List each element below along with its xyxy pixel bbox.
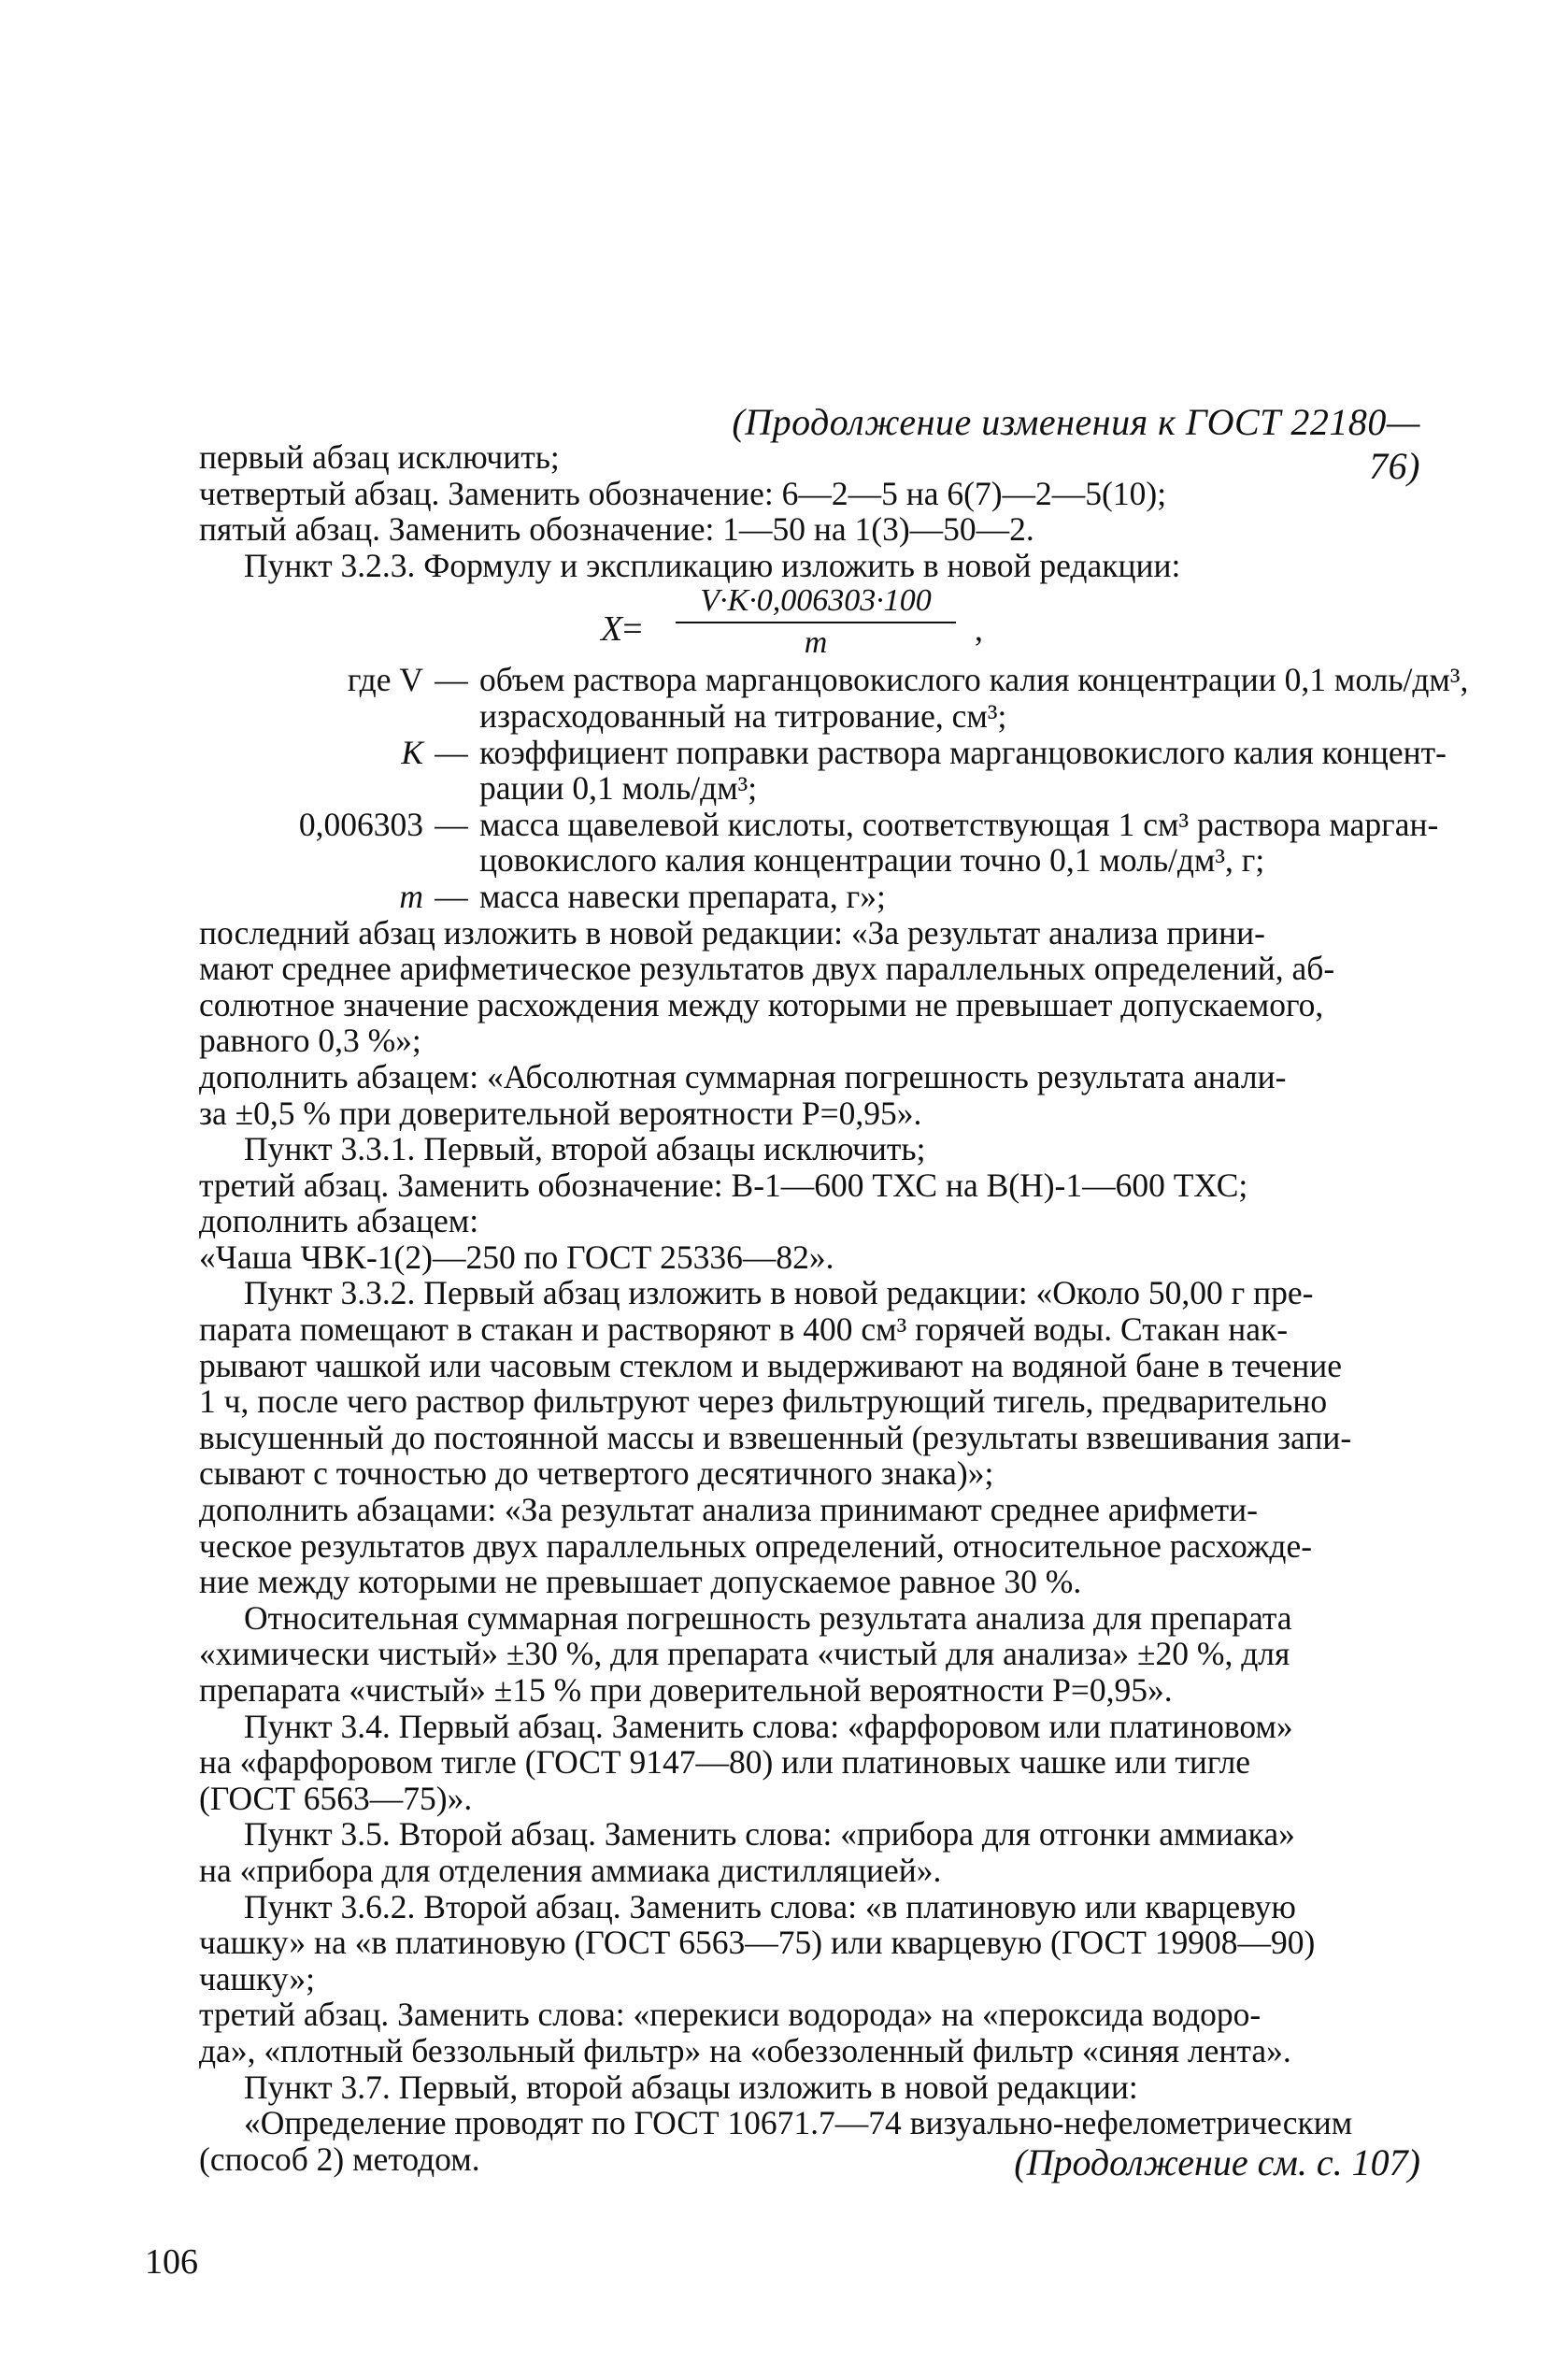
definition-item xyxy=(199,805,1439,843)
text-line: ческое результатов двух параллельных определений, относительное расхожде- xyxy=(199,1526,1313,1565)
text-line: равного 0,3 %»; xyxy=(199,1022,421,1060)
continuation-note: (Продолжение см. с. 107) xyxy=(1014,2141,1420,2183)
text-line: Пункт 3.3.1. Первый, второй абзацы исключить; xyxy=(244,1130,926,1168)
definition-symbol: 0,006303 xyxy=(298,805,423,843)
definition-dash: — xyxy=(435,805,468,843)
text-line: третий абзац. Заменить слова: «перекиси водорода» на «пероксида водоро- xyxy=(199,1996,1262,2034)
formula-lhs: X= xyxy=(601,609,643,650)
text-line: Относительная суммарная погрешность результата анализа для препарата xyxy=(244,1598,1292,1637)
definition-text: масса навески препарата, г»; xyxy=(479,877,886,915)
text-line: «Чаша ЧВК-1(2)—250 по ГОСТ 25336—82». xyxy=(199,1238,834,1276)
text-line: четвертый абзац. Заменить обозначение: 6—2—5 на 6(7)—2—5(10); xyxy=(199,474,1167,512)
text-line: сывают с точностью до четвертого десятичного знака)»; xyxy=(199,1454,994,1493)
text-line: на «прибора для отделения аммиака дистилляцией». xyxy=(199,1851,942,1889)
text-line: Пункт 3.3.2. Первый абзац изложить в новой редакции: «Около 50,00 г пре- xyxy=(244,1274,1314,1312)
definition-item xyxy=(199,879,1419,915)
text-line: на «фарфоровом тигле (ГОСТ 9147—80) или платиновых чашке или тигле xyxy=(199,1743,1251,1782)
text-line: чашку»; xyxy=(199,1959,315,1997)
text-line: Пункт 3.7. Первый, второй абзацы изложить в новой редакции: xyxy=(244,2068,1138,2106)
text-line: чашку» на «в платиновую (ГОСТ 6563—75) или кварцевую (ГОСТ 19908—90) xyxy=(199,1924,1316,1962)
formula xyxy=(199,583,1419,662)
definition-item xyxy=(199,733,1447,771)
text-line: Пункт 3.4. Первый абзац. Заменить слова: «фарфоровом или платиновом» xyxy=(244,1707,1293,1745)
text-line: Пункт 3.6.2. Второй абзац. Заменить слова: «в платиновую или кварцевую xyxy=(244,1887,1296,1925)
text-line: солютное значение расхождения между которыми не превышает допускаемого, xyxy=(199,985,1324,1024)
page-header: (Продолжение изменения к ГОСТ 22180—76) xyxy=(732,401,1420,487)
definition-text: цовокислого калия концентрации точно 0,1 моль/дм³, г; xyxy=(479,841,1265,880)
text-line: «Определение проводят по ГОСТ 10671.7—74 визуально-нефелометрическим xyxy=(244,2104,1353,2142)
text-line: ние между которыми не превышает допускаемое равное 30 %. xyxy=(199,1563,1082,1601)
formula-denominator: m xyxy=(804,624,828,660)
formula-fraction xyxy=(676,583,956,661)
text-line: Пункт 3.2.3. Формулу и экспликацию изложить в новой редакции: xyxy=(244,546,1181,584)
text-line: Пункт 3.5. Второй абзац. Заменить слова: «прибора для отгонки аммиака» xyxy=(244,1815,1295,1854)
definition-dash: — xyxy=(435,733,468,771)
text-line: за ±0,5 % при доверительной вероятности P=0,95». xyxy=(199,1094,922,1132)
text-line: дополнить абзацами: «За результат анализа принимают среднее арифмети- xyxy=(199,1491,1258,1529)
text-line: последний абзац изложить в новой редакции: «За результат анализа прини- xyxy=(199,913,1265,952)
text-line: мают среднее арифметическое результатов двух параллельных определений, аб- xyxy=(199,950,1335,988)
text-line: (способ 2) методом. xyxy=(199,2140,480,2178)
definition-dash: — xyxy=(435,877,468,915)
formula-comma: , xyxy=(975,610,983,649)
definition-list xyxy=(199,661,1469,915)
definition-symbol: m xyxy=(399,877,423,915)
formula-numerator: V·K·0,006303·100 xyxy=(676,583,956,623)
text-line: первый абзац исключить; xyxy=(199,438,560,476)
text-line: пятый абзац. Заменить обозначение: 1—50 на 1(3)—50—2. xyxy=(199,510,1034,549)
main-text xyxy=(199,915,1419,2178)
text-line: (ГОСТ 6563—75)». xyxy=(199,1779,473,1817)
definition-text: коэффициент поправки раствора марганцовокислого калия концент- xyxy=(479,733,1447,771)
definition-symbol: K xyxy=(401,733,423,771)
text-line: дополнить абзацем: «Абсолютная суммарная погрешность результата анали- xyxy=(199,1057,1287,1095)
text-line: рывают чашкой или часовым стеклом и выдерживают на водяной бане в течение xyxy=(199,1346,1342,1384)
definition-dash: — xyxy=(435,661,468,699)
definition-text: израсходованный на титрование, см³; xyxy=(479,696,1007,735)
definition-item xyxy=(199,661,1469,699)
document-body xyxy=(199,438,1469,2178)
definition-symbol: где V xyxy=(347,661,423,699)
text-line: «химически чистый» ±30 %, для препарата «чистый для анализа» ±20 %, для xyxy=(199,1635,1290,1673)
definition-text: рации 0,1 моль/дм³; xyxy=(479,769,758,808)
text-line: дополнить абзацем: xyxy=(199,1202,479,1240)
definition-text: масса щавелевой кислоты, соответствующая 1 см³ раствора марган- xyxy=(479,805,1439,843)
page-number: 106 xyxy=(145,2242,198,2282)
text-line: парата помещают в стакан и растворяют в 400 см³ горячей воды. Стакан нак- xyxy=(199,1310,1289,1349)
text-line: препарата «чистый» ±15 % при доверительной вероятности P=0,95». xyxy=(199,1671,1173,1709)
text-line: 1 ч, после чего раствор фильтруют через фильтрующий тигель, предварительно xyxy=(199,1382,1328,1421)
definition-text: объем раствора марганцовокислого калия концентрации 0,1 моль/дм³, xyxy=(479,661,1469,699)
text-line: высушенный до постоянной массы и взвешенный (результаты взвешивания запи- xyxy=(199,1418,1352,1456)
text-line: третий абзац. Заменить обозначение: В-1—600 ТХС на В(Н)-1—600 ТХС; xyxy=(199,1166,1248,1204)
text-line: да», «плотный беззольный фильтр» на «обеззоленный фильтр «синяя лента». xyxy=(199,2031,1291,2069)
